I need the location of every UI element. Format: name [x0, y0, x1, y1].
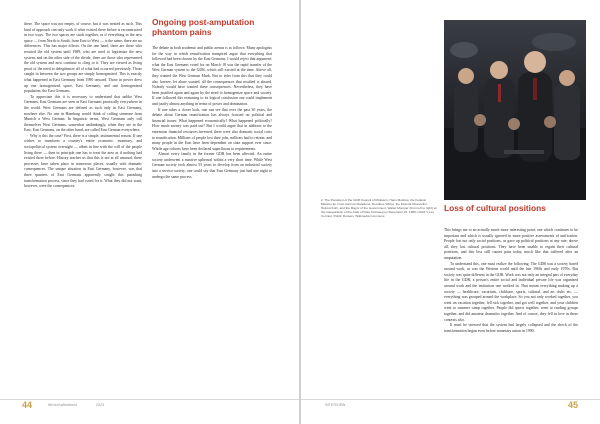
paragraph: these. The space was not empty, of course, but it was treated as such. This kind of approach can only work if what existed there before is reconstructed in two ways. The two spaces are stuck together, as if everything in the new space — from North to South, from East to West — is the same; there are no differences. This has major effects. On the one hand, there are those who resisted the old system until 1989, who are used to legitimize the new system, and on the other side of the divide, there are those who represented the old system and now continue to cling to it. They are viewed as living proof of the need to delegitimize all of what had occurred previously. Those caught in between the two groups are simply homogenized. This is exactly what happened in East Germany from 1990 onward. Those in power drew up one homogenized space, East Germany, and one homogenized population, the East Germans.: [24, 22, 143, 94]
right-column-2: [444, 228, 578, 334]
paragraph: If one takes a closer look, one can see that over the past 30 years, the debate about German reunification has always focused on political and financial issues: What happened economically? What happened politically? How much money was paid out? But I would argue that in addition to the enormous financial resources invested, there were also dramatic social costs to reunification. Millions of people lost their jobs, millions had to retrain, and many people in the East have been dependent on state support ever since. Whole age cohorts have been declared superfluous to requirements.: [152, 107, 272, 151]
paragraph: The debate in both academic and public arenas is as follows: Many apologists for the way in which reunification transpired argue that everything that followed had been chosen by the East Germans. I would reject that argument: what the East Germans voted for on March 18 was the rapid transfer of the West German system to the GDR, which still existed at the time. Above all, they wanted the West German Mark. But to infer from this that they could also foresee, let alone wanted, all the consequences that resulted is absurd. Nobody would have wanted these consequences. Nevertheless, they have been justified again and again by the need to homogenize space and society. If one followed this reasoning to its logical conclusion one could implement and justify almost anything in terms of power and domination.: [152, 46, 272, 106]
paragraph: Why is this the case? First, there is a simple, instrumental reason. If one wishes to transform a country's entire economic, monetary, and sociopolitical system overnight — albeit in line with the will of the people living there — then in principle one has to treat the area as if nothing had existed there before. History teaches us that this is not at all unusual; these processes have taken place in numerous places, usually with dramatic consequences. The unique situation in East Germany, however, was that three quarters of East Germans apparently sought this punishing transformation process, since they had voted for it. What they did not want, however, were the consequences.: [24, 133, 142, 189]
running-head-year: 2023: [96, 403, 105, 407]
page-number: 45: [567, 400, 578, 410]
paragraph: It must be stressed that the system had largely collapsed and the shock of the transformation began even before monetary union in 1990.: [444, 323, 578, 333]
running-head: INTERVIEW: [325, 403, 346, 407]
left-column-2: [152, 46, 272, 180]
paragraph: To understand this, one must realize the following: The GDR was a society based around work, as was the Western world until the late 1960s and early 1970s. But society was quite different in the GDR. Work was not only an integral part of everyday life in the GDR; a person's entire social and individual private life was organized around work and the institution one worked in. That meant everything making up a society — healthcare, vacations, childcare, sports, cultural, and art clubs etc. — everything was grouped around the workplace. So you not only worked together, you went on vacation together, fell sick together, and got well together, and your children went to summer camp together. People did sports together, went to reading groups together, and did amateur dramatics together. And of course, they fell in love in these contexts also.: [444, 261, 578, 322]
page-footer: [0, 399, 299, 412]
page-number: 44: [22, 400, 33, 410]
paragraph: This brings me to an actually much more interesting point, one which continues to be important and which is usually ignored in more positive assessments of unification. People lost not only social positions, as gave up political positions at any rate; above all, they lost cultural positions. They have been unable to regain their cultural positions, and this loss still causes pain today, much like that suffered after an amputation.: [444, 228, 578, 260]
running-head: Wirtschaftsdienst: [48, 403, 78, 407]
right-page: [301, 0, 600, 424]
paragraph: To appreciate this it is necessary to understand that unlike West Germans, East Germans are seen as East Germans practically everywhere in the world. West Germans are defined as such only in East Germany, nowhere else. No one in Hamburg would think of calling someone from Munich a West German. In linguistic terms, West Germans only call themselves West Germans, somewhat unthinkingly, when they are in the East; East Germans, on the other hand, are called East German everywhere.: [24, 94, 142, 133]
paragraph: Almost every family in the former GDR has been affected. An entire society underwent a massive upheaval within a very short time. While West German society took almost 35 years to develop from an industrial society into a service society, one could say that East Germany just had one night to undergo the same process.: [152, 152, 272, 179]
section-heading: Loss of cultural positions: [444, 203, 546, 213]
photo-caption: 2. The President of the GDR Council of Ministers, Hans Modrow, the Federal Minister for Inner-German Relations, Dorothee Wilms, the Federal Chancellor, Helmut Kohl, and the Mayor of the Government, Walter Momper (from left to right) at the inauguration of the Cafe of Rote Amtsweg on December 22, 1989 | 2022 © Lex Cormier, Public Domain, Wikimedia Commons: [321, 198, 437, 218]
section-heading: Ongoing post-amputation phantom pains: [152, 17, 255, 37]
left-page: [0, 0, 299, 424]
page-footer: [301, 399, 600, 412]
left-column-1: [24, 22, 142, 190]
historical-photo: [444, 20, 586, 200]
caption-column: [321, 198, 437, 218]
photo-illustration: [444, 20, 586, 200]
